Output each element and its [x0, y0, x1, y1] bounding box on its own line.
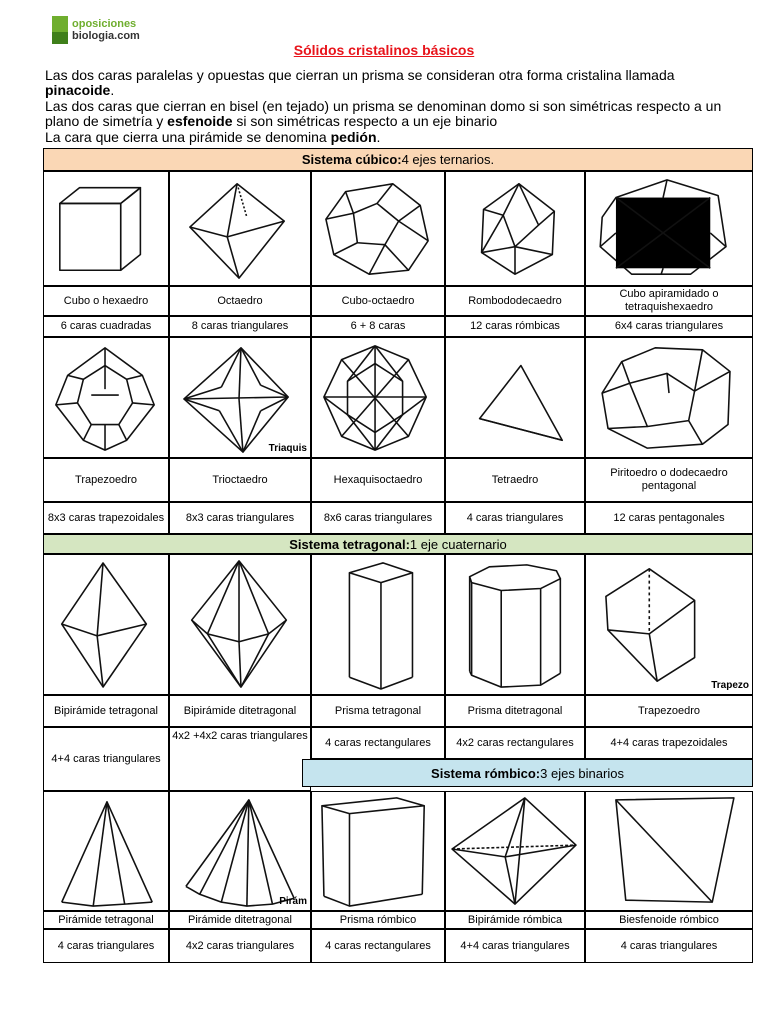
label-prisma-rombico: Prisma rómbico — [311, 911, 445, 929]
label-piritoedro: Piritoedro o dodecaedro pentagonal — [585, 458, 753, 502]
img-prisma-rombico — [311, 791, 445, 911]
img-octaedro — [169, 171, 311, 286]
term-pinacoide: pinacoide — [45, 82, 111, 99]
page-title: Sólidos cristalinos básicos — [293, 42, 475, 58]
faces-bipiramide-ditetragonal: 4x2 +4x2 caras triangulares — [169, 727, 311, 791]
faces-tetraquishexaedro: 6x4 caras triangulares — [585, 316, 753, 337]
label-bipiramide-ditetragonal: Bipirámide ditetragonal — [169, 695, 311, 727]
label-bipiramide-rombica: Bipirámide rómbica — [445, 911, 585, 929]
img-piramide-tetragonal — [43, 791, 169, 911]
faces-prisma-ditetragonal: 4x2 caras rectangulares — [445, 727, 585, 759]
img-tetraquishexaedro — [585, 171, 753, 286]
faces-cubo: 6 caras cuadradas — [43, 316, 169, 337]
img-bipiramide-ditetragonal — [169, 554, 311, 695]
faces-piritoedro: 12 caras pentagonales — [585, 502, 753, 534]
label-octaedro: Octaedro — [169, 286, 311, 316]
cubic-system-header: Sistema cúbico: 4 ejes ternarios. — [43, 148, 753, 171]
label-cubo-octaedro: Cubo-octaedro — [311, 286, 445, 316]
intro-paragraph-1: Las dos caras paralelas y opuestas que cierran un prisma se consideran otra forma cristalina llamada pinacoide. — [45, 67, 675, 99]
tetragonal-system-header: Sistema tetragonal: 1 eje cuaternario — [43, 534, 753, 554]
term-esfenoide: esfenoide — [167, 113, 233, 130]
img-bipiramide-tetragonal — [43, 554, 169, 695]
faces-prisma-rombico: 4 caras rectangulares — [311, 929, 445, 963]
img-prisma-tetragonal — [311, 554, 445, 695]
label-biesfenoide-rombico: Biesfenoide rómbico — [585, 911, 753, 929]
faces-rombododecaedro: 12 caras rómbicas — [445, 316, 585, 337]
faces-hexaquisoctaedro: 8x6 caras triangulares — [311, 502, 445, 534]
label-piramide-tetragonal: Pirámide tetragonal — [43, 911, 169, 929]
img-trapezoedro — [43, 337, 169, 458]
faces-biesfenoide-rombico: 4 caras triangulares — [585, 929, 753, 963]
caption-trapezo: Trapezo — [711, 680, 749, 691]
faces-bipiramide-rombica: 4+4 caras triangulares — [445, 929, 585, 963]
img-rombododecaedro — [445, 171, 585, 286]
logo-line2: biologia.com — [72, 30, 140, 42]
faces-cubo-octaedro: 6 + 8 caras — [311, 316, 445, 337]
faces-trapezoedro: 8x3 caras trapezoidales — [43, 502, 169, 534]
faces-trioctaedro: 8x3 caras triangulares — [169, 502, 311, 534]
label-trapezoedro-tetragonal: Trapezoedro — [585, 695, 753, 727]
logo-mark-top-icon — [52, 16, 68, 32]
faces-bipiramide-tetragonal: 4+4 caras triangulares — [43, 727, 169, 791]
img-hexaquisoctaedro — [311, 337, 445, 458]
img-piritoedro — [585, 337, 753, 458]
label-piramide-ditetragonal: Pirámide ditetragonal — [169, 911, 311, 929]
faces-octaedro: 8 caras triangulares — [169, 316, 311, 337]
caption-piram: Pirám — [279, 896, 307, 907]
img-cubo-octaedro — [311, 171, 445, 286]
label-trioctaedro: Trioctaedro — [169, 458, 311, 502]
faces-trapezoedro-tetragonal: 4+4 caras trapezoidales — [585, 727, 753, 759]
logo-line1: oposiciones — [72, 18, 137, 30]
img-piramide-ditetragonal — [169, 791, 311, 911]
intro-text — [45, 68, 735, 145]
intro-paragraph-3: La cara que cierra una pirámide se denomina pedión. — [45, 128, 381, 145]
label-trapezoedro: Trapezoedro — [43, 458, 169, 502]
img-trioctaedro — [169, 337, 311, 458]
label-cubo: Cubo o hexaedro — [43, 286, 169, 316]
caption-triaquis: Triaquis — [268, 443, 307, 454]
rhombic-system-header: Sistema rómbico: 3 ejes binarios — [302, 759, 753, 787]
faces-piramide-tetragonal: 4 caras triangulares — [43, 929, 169, 963]
term-pedion: pedión — [330, 128, 377, 145]
label-tetraquishexaedro: Cubo apiramidado o tetraquishexaedro — [585, 286, 753, 316]
faces-tetraedro: 4 caras triangulares — [445, 502, 585, 534]
intro-paragraph-2: Las dos caras que cierran en bisel (en tejado) un prisma se denominan domo si son simétricas respecto a un plano de simetría y esfenoide si son simétricas respecto a un eje binario — [45, 97, 722, 130]
label-tetraedro: Tetraedro — [445, 458, 585, 502]
label-hexaquisoctaedro: Hexaquisoctaedro — [311, 458, 445, 502]
img-prisma-ditetragonal — [445, 554, 585, 695]
img-cubo — [43, 171, 169, 286]
faces-prisma-tetragonal: 4 caras rectangulares — [311, 727, 445, 759]
label-rombododecaedro: Rombododecaedro — [445, 286, 585, 316]
img-tetraedro — [445, 337, 585, 458]
label-prisma-ditetragonal: Prisma ditetragonal — [445, 695, 585, 727]
img-trapezoedro-tetragonal — [585, 554, 753, 695]
crystal-table — [43, 148, 753, 963]
img-biesfenoide-rombico — [585, 791, 753, 911]
faces-piramide-ditetragonal: 4x2 caras triangulares — [169, 929, 311, 963]
label-bipiramide-tetragonal: Bipirámide tetragonal — [43, 695, 169, 727]
img-bipiramide-rombica — [445, 791, 585, 911]
label-prisma-tetragonal: Prisma tetragonal — [311, 695, 445, 727]
